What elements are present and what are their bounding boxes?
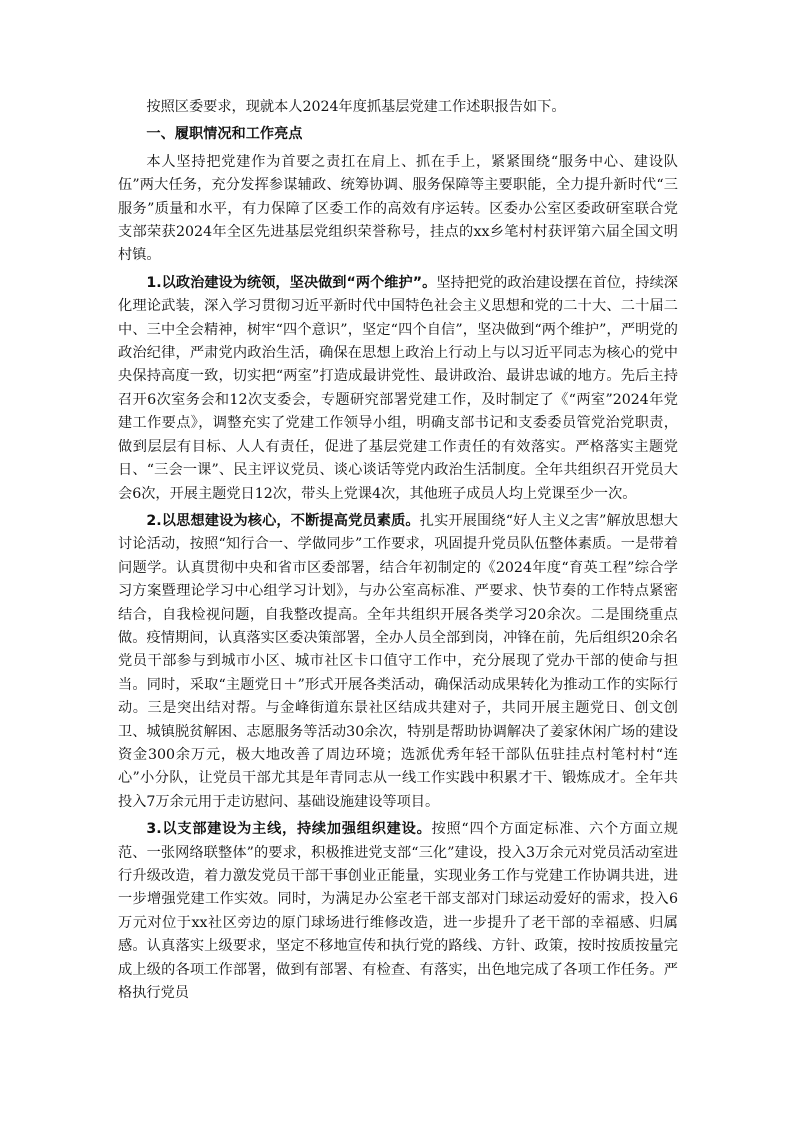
- item-body-2: 扎实开展围绕“好人主义之害”解放思想大讨论活动，按照“知行合一、学做同步”工作要求，巩固提升党员队伍整体素质。一是带着问题学。认真贯彻中央和省市区委部署，结合年初制定的《2024年度“育英工程”综合学习方案暨理论学习中心组学习计划》，与办公室高标准、严要求、快节奏的工作特点紧密结合，自我检视问题，自我整改提高。全年共组织开展各类学习20余次。二是围绕重点做。疫情期间，认真落实区委决策部署，全办人员全部到岗，冲锋在前，先后组织20余名党员干部参与到城市小区、城市社区卡口值守工作中，充分展现了党办干部的使命与担当。同时，采取“主题党日＋”形式开展各类活动，确保活动成果转化为推动工作的实际行动。三是突出结对帮。与金峰街道东景社区结成共建对子，共同开展主题党日、创文创卫、城镇脱贫解困、志愿服务等活动30余次，特别是帮助协调解决了姜家休闲广场的建设资金300余万元，极大地改善了周边环境；选派优秀年轻干部队伍驻挂点村笔村村“连心”小分队，让党员干部尤其是年青同志从一线工作实践中积累才干、锻炼成才。全年共投入7万余元用于走访慰问、基础设施建设等项目。: [118, 512, 678, 810]
- item-body-3: 按照“四个方面定标准、六个方面立规范、一张网络联整体”的要求，积极推进党支部“三化”建设，投入3万余元对党员活动室进行升级改造，着力激发党员干部干事创业正能量，实现业务工作与党建工作协调共进，进一步增强党建工作实效。同时，为满足办公室老干部支部对门球运动爱好的需求，投入6万元对位于xx社区旁边的原门球场进行维修改造，进一步提升了老干部的幸福感、归属感。认真落实上级要求，坚定不移地宣传和执行党的路线、方针、政策，按时按质按量完成上级的各项工作部署，做到有部署、有检查、有落实，出色地完成了各项工作任务。严格执行党员: [118, 821, 678, 1002]
- item-paragraph-1: [118, 272, 678, 506]
- section-heading: 一、履职情况和工作亮点: [146, 126, 303, 143]
- item-lead-3: 3.以支部建设为主线，持续加强组织建设。: [146, 821, 432, 838]
- item-paragraph-3: [118, 818, 678, 1005]
- intro-paragraph: 按照区委要求，现就本人2024年度抓基层党建工作述职报告如下。: [146, 99, 566, 115]
- item-lead-1: 1.以政治建设为统领，坚决做到“两个维护”。: [146, 274, 437, 291]
- item-paragraph-2: [118, 510, 678, 814]
- item-body-1: 坚持把党的政治建设摆在首位，持续深化理论武装，深入学习贯彻习近平新时代中国特色社会主义思想和党的二十大、二十届二中、三中全会精神，树牢“四个意识”，坚定“四个自信”，坚决做到“两个维护”，严明党的政治纪律，严肃党内政治生活，确保在思想上政治上行动上与以习近平同志为核心的党中央保持高度一致，切实把“两室”打造成最讲党性、最讲政治、最讲忠诚的地方。先后主持召开6次室务会和12次支委会，专题研究部署党建工作，及时制定了《“两室”2024年党建工作要点》，调整充实了党建工作领导小组，明确支部书记和支委委员管党治党职责，做到层层有目标、人人有责任，促进了基层党建工作责任的有效落实。严格落实主题党日、“三会一课”、民主评议党员、谈心谈话等党内政治生活制度。全年共组织召开党员大会6次，开展主题党日12次，带头上党课4次，其他班子成员人均上党课至少一次。: [118, 274, 678, 502]
- document-body: [118, 96, 678, 1005]
- item-lead-2: 2.以思想建设为核心，不断提高党员素质。: [146, 512, 420, 529]
- summary-paragraph: 本人坚持把党建作为首要之责扛在肩上、抓在手上，紧紧围绕“服务中心、建设队伍”两大任务，充分发挥参谋辅政、统筹协调、服务保障等主要职能，全力提升新时代“三服务”质量和水平，有力保障了区委工作的高效有序运转。区委办公室区委政研室联合党支部荣获2024年全区先进基层党组织荣誉称号，挂点的xx乡笔村村获评第六届全国文明村镇。: [118, 153, 678, 264]
